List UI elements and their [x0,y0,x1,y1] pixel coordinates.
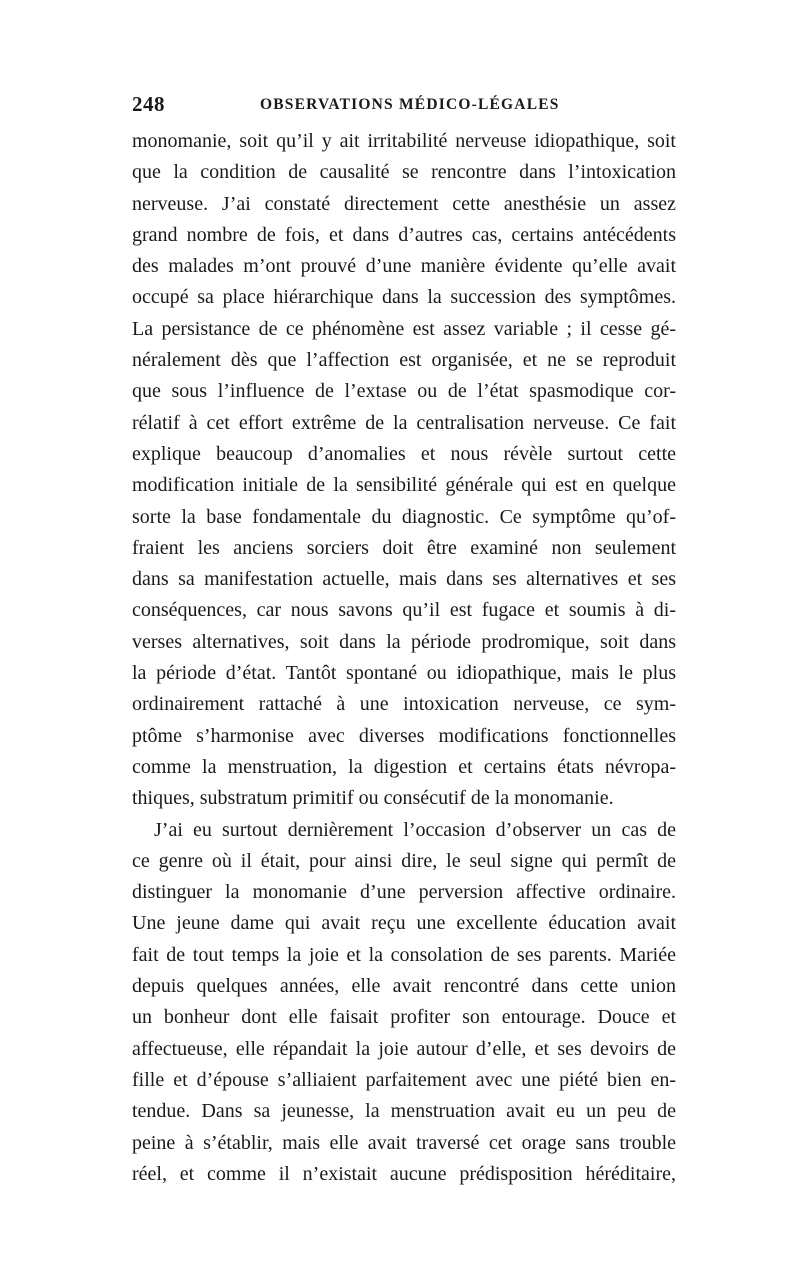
text-line: la période d’état. Tantôt spontané ou idiopathique, mais le plus [132,662,676,685]
text-line: modification initiale de la sensibilité générale qui est en quelque [132,474,676,497]
text-line: ptôme s’harmonise avec diverses modifications fonctionnelles [132,724,676,747]
text-line: depuis quelques années, elle avait rencontré dans cette union [132,975,676,998]
text-line: La persistance de ce phénomène est assez variable ; il cesse gé- [132,317,676,340]
body-text [132,126,676,1190]
text-line: nerveuse. J’ai constaté directement cette anesthésie un assez [132,192,676,215]
text-line: que la condition de causalité se rencontre dans l’intoxication [132,161,676,184]
text-line: sorte la base fondamentale du diagnostic. Ce symptôme qu’of- [132,505,676,528]
running-head [132,92,676,118]
text-line: dans sa manifestation actuelle, mais dans ses alternatives et ses [132,568,676,591]
text-line: occupé sa place hiérarchique dans la succession des symptômes. [132,286,676,309]
text-line: tendue. Dans sa jeunesse, la menstruation avait eu un peu de [132,1100,676,1123]
text-line: ce genre où il était, pour ainsi dire, le seul signe qui permît de [132,849,676,872]
text-line: que sous l’influence de l’extase ou de l’état spasmodique cor- [132,380,676,403]
text-line: Une jeune dame qui avait reçu une excellente éducation avait [132,912,676,935]
text-line: thiques, substratum primitif ou consécutif de la monomanie. [132,787,614,810]
text-line: monomanie, soit qu’il y ait irritabilité nerveuse idiopathique, soit [132,130,676,152]
running-head-title: OBSERVATIONS MÉDICO-LÉGALES [260,96,560,113]
text-line: rélatif à cet effort extrême de la centralisation nerveuse. Ce fait [132,411,676,434]
text-line: réel, et comme il n’existait aucune prédisposition héréditaire, [132,1162,676,1185]
text-line: distinguer la monomanie d’une perversion affective ordinaire. [132,881,676,904]
text-line: néralement dès que l’affection est organisée, et ne se reproduit [132,349,676,372]
text-line: fille et d’épouse s’alliaient parfaitement avec une piété bien en- [132,1068,676,1091]
text-line: J’ai eu surtout dernièrement l’occasion d’observer un cas de [154,818,676,841]
text-line: conséquences, car nous savons qu’il est fugace et soumis à di- [132,599,676,622]
text-line: fraient les anciens sorciers doit être examiné non seulement [132,536,676,559]
text-line: fait de tout temps la joie et la consolation de ses parents. Mariée [132,943,676,966]
paragraph-2 [132,815,676,1191]
text-line: affectueuse, elle répandait la joie autour d’elle, et ses devoirs de [132,1037,676,1060]
text-line: un bonheur dont elle faisait profiter son entourage. Douce et [132,1006,676,1029]
text-line: peine à s’établir, mais elle avait traversé cet orage sans trouble [132,1131,676,1154]
paragraph-1 [132,126,676,815]
page-number: 248 [132,92,165,116]
text-line: comme la menstruation, la digestion et certains états névropa- [132,755,676,778]
text-line: verses alternatives, soit dans la période prodromique, soit dans [132,630,676,653]
text-line: ordinairement rattaché à une intoxication nerveuse, ce sym- [132,693,676,716]
text-line: grand nombre de fois, et dans d’autres cas, certains antécédents [132,223,676,246]
text-line: explique beaucoup d’anomalies et nous révèle surtout cette [132,442,676,465]
text-line: des malades m’ont prouvé d’une manière évidente qu’elle avait [132,255,676,278]
